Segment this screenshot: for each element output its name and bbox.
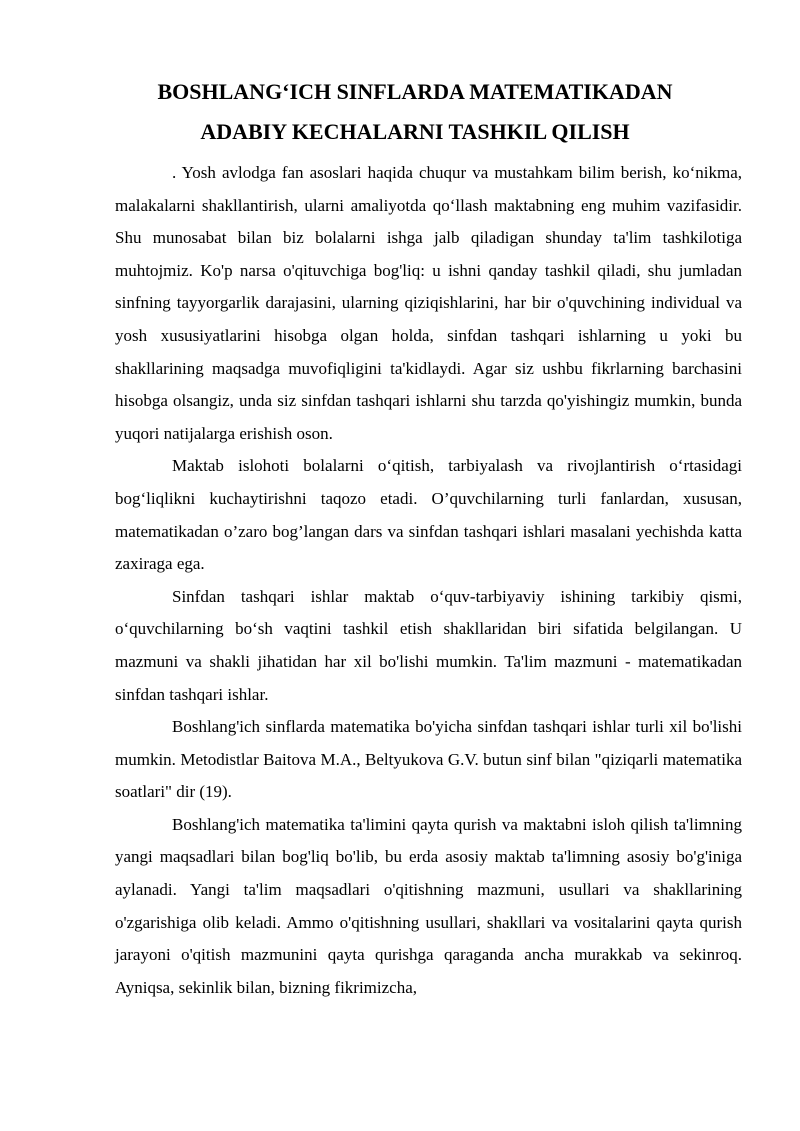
paragraph: . Yosh avlodga fan asoslari haqida chuqur va mustahkam bilim berish, ko‘nikma, malakalarni shakllantirish, ularni amaliyotda qo‘llash maktabning eng muhim vazifasidir. Shu munosabat bilan biz bolalarni ishga jalb qiladigan shunday ta'lim tashkilotiga muhtojmiz. Ko'p narsa o'qituvchiga bog'liq: u ishni qanday tashkil qiladi, shu jumladan sinfning tayyorgarlik darajasini, ularning qiziqishlarini, har bir o'quvchining individual va yosh xususiyatlarini hisobga olgan holda, sinfdan tashqari ishlarning u yoki bu shakllarining maqsadga muvofiqligini ta'kidlaydi. Agar siz ushbu fikrlarning barchasini hisobga olsangiz, unda siz sinfdan tashqari ishlarni shu tarzda qo'yishingiz mumkin, bunda yuqori natijalarga erishish oson. [115,163,742,443]
paragraph: Boshlang'ich sinflarda matematika bo'yicha sinfdan tashqari ishlar turli xil bo'lishi mumkin. Metodistlar Baitova M.A., Beltyukova G.V. butun sinf bilan "qiziqarli matematika soatlari" dir (19). [115,717,742,802]
document-title-line-1: BOSHLANG‘ICH SINFLARDA MATEMATIKADAN [157,79,673,104]
paragraph: Sinfdan tashqari ishlar maktab o‘quv-tarbiyaviy ishining tarkibiy qismi, o‘quvchilarning bo‘sh vaqtini tashkil etish shakllaridan biri sifatida belgilangan. U mazmuni va shakli jihatidan har xil bo'lishi mumkin. Ta'lim mazmuni - matematikadan sinfdan tashqari ishlar. [115,586,742,704]
document-title-line-2: ADABIY KECHALARNI TASHKIL QILISH [200,119,630,144]
paragraph: Boshlang'ich matematika ta'limini qayta qurish va maktabni isloh qilish ta'limning yangi maqsadlari bilan bog'liq bo'lib, bu erda asosiy maktab ta'limning asosiy bo'g'iniga aylanadi. Yangi ta'lim maqsadlari o'qitishning mazmuni, usullari va shakllarining o'zgarishiga olib keladi. Ammo o'qitishning usullari, shakllari va vositalarini qayta qurish jarayoni o'qitish mazmunini qayta qurishga qaraganda ancha murakkab va sekinroq. Ayniqsa, sekinlik bilan, bizning fikrimizcha, [115,814,742,997]
paragraph: Maktab islohoti bolalarni o‘qitish, tarbiyalash va rivojlantirish o‘rtasidagi bog‘liqlikni kuchaytirishni taqozo etadi. O’quvchilarning turli fanlardan, xususan, matematikadan o’zaro bog’langan dars va sinfdan tashqari ishlari masalani yechishda katta zaxiraga ega. [115,456,742,574]
document-body [115,157,742,1004]
